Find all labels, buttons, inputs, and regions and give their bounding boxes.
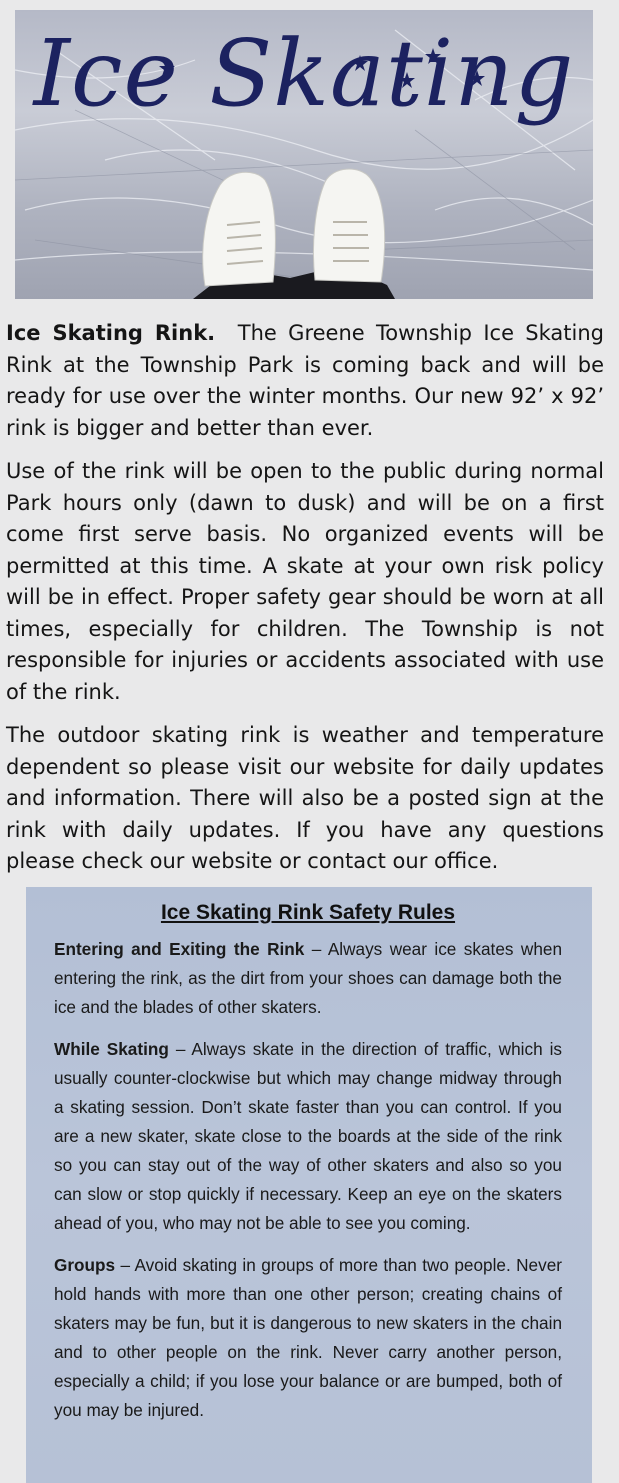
- rule-text: – Always wear ice skates when entering the rink, as the dirt from your shoes can damage both the ice and the blades of other skaters.: [54, 939, 562, 1017]
- paragraph-usage: Use of the rink will be open to the public during normal Park hours only (dawn to dusk) and will be on a first come first serve basis. No organized events will be permitted at this time. A skate at your own risk policy will be in effect. Proper safety gear should be worn at all times, especially for children. The Township is not responsible for injuries or accidents associated with use of the rink.: [6, 459, 604, 704]
- rule-groups: [54, 1251, 562, 1425]
- banner-title: Ice Skating: [33, 20, 575, 127]
- paragraph-intro: [6, 318, 604, 444]
- paragraph-weather: The outdoor skating rink is weather and temperature dependent so please visit our website for daily updates and information. There will also be a posted sign at the rink with daily updates. If you have any questions please check our website or contact our office.: [6, 723, 604, 873]
- rule-heading: While Skating: [54, 1039, 169, 1059]
- rule-text: – Avoid skating in groups of more than two people. Never hold hands with more than one other person; creating chains of skaters may be fun, but it is dangerous to new skaters in the chain and to other people on the rink. Never carry another person, especially a child; if you lose your balance or are bumped, both of you may be injured.: [54, 1255, 562, 1420]
- rule-heading: Entering and Exiting the Rink: [54, 939, 305, 959]
- safety-rules-title: Ice Skating Rink Safety Rules: [160, 901, 456, 924]
- banner-image: [15, 10, 593, 299]
- rule-while-skating: [54, 1035, 562, 1238]
- paragraph-intro-text: The Greene Township Ice Skating Rink at the Township Park is coming back and will be ready for use over the winter months. Our new 92’ x 92’ rink is bigger and better than ever.: [6, 321, 604, 440]
- safety-rules-box: [26, 887, 592, 1483]
- rule-heading: Groups: [54, 1255, 116, 1275]
- rule-entering-exiting: [54, 935, 562, 1022]
- article-body: [6, 318, 604, 890]
- paragraph-lead: Ice Skating Rink.: [6, 321, 216, 345]
- rule-text: – Always skate in the direction of traffic, which is usually counter-clockwise but which may change midway through a skating session. Don’t skate faster than you can control. If you are a new skater, skate close to the boards at the side of the rink so you can stay out of the way of other skaters and also so you can slow or stop quickly if necessary. Keep an eye on the skaters ahead of you, who may not be able to see you coming.: [54, 1039, 563, 1233]
